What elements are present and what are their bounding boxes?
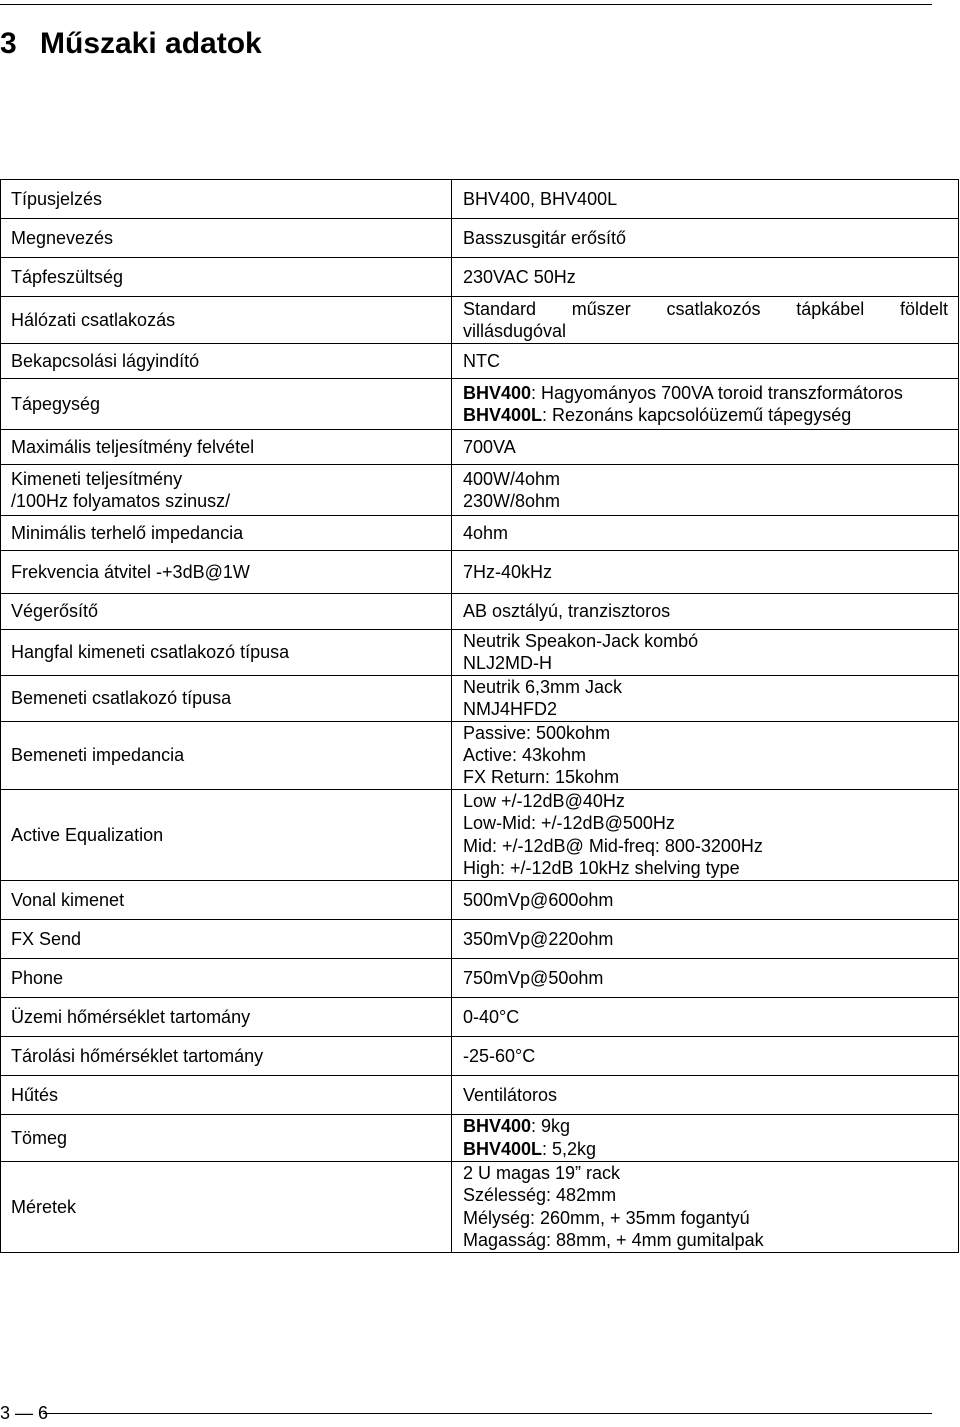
spec-value-text: 700VA [463,436,516,457]
spec-row [1,789,959,880]
spec-value-text: Neutrik Speakon-Jack kombó [463,631,699,651]
spec-label-line: Maximális teljesítmény felvétel [11,436,255,457]
spec-value-text: Mid: +/-12dB@ Mid-freq: 800-3200Hz [463,835,763,856]
section-number: 3 [0,27,17,60]
model-name: BHV400 [463,382,532,403]
spec-value-text: Standard műszer csatlakozós tápkábel földelt [463,298,948,319]
spec-value-line [463,298,948,320]
spec-label [1,1114,452,1161]
spec-row [1,1036,959,1075]
spec-value-line [463,1006,948,1028]
spec-value-text: Magasság: 88mm, + 4mm gumitalpak [463,1230,764,1251]
spec-value-line [463,857,948,879]
spec-value-text: 2 U magas 19” rack [463,1163,621,1184]
spec-value-line [463,188,948,210]
spec-value [452,465,959,516]
spec-value-text: 350mVp@220ohm [463,928,614,949]
spec-value-text: AB osztályú, tranzisztoros [463,601,671,622]
spec-label-line: Bemeneti impedancia [11,745,185,766]
spec-label [1,919,452,958]
spec-label [1,430,452,465]
spec-row [1,919,959,958]
spec-value-line [463,766,948,788]
spec-value [452,919,959,958]
spec-label [1,997,452,1036]
spec-value-text: Low-Mid: +/-12dB@500Hz [463,813,675,834]
spec-value-text: Neutrik 6,3mm Jack [463,676,623,697]
spec-value-text: : Rezonáns kapcsolóüzemű tápegység [542,405,852,425]
spec-label [1,180,452,219]
specs-table [0,179,959,1253]
spec-value-line [463,404,948,426]
spec-value [452,630,959,676]
spec-label [1,630,452,676]
section-title: Műszaki adatok [40,27,262,60]
spec-label-line: Hangfal kimeneti csatlakozó típusa [11,642,290,663]
spec-label [1,258,452,297]
spec-row [1,551,959,594]
spec-value-line [463,1115,948,1137]
spec-label-line: Frekvencia átvitel -+3dB@1W [11,561,250,582]
spec-value-line [463,698,948,720]
spec-label-line: Minimális terhelő impedancia [11,522,244,543]
spec-label-line: Hálózati csatlakozás [11,309,176,330]
spec-label-line: Vonal kimenet [11,889,125,910]
spec-label-line: Tömeg [11,1127,68,1148]
spec-value [452,180,959,219]
spec-value-line [463,350,948,372]
spec-value-line [463,722,948,744]
spec-label [1,789,452,880]
spec-label-line: Kimeneti teljesítmény [11,468,183,489]
spec-value-text: High: +/-12dB 10kHz shelving type [463,858,740,879]
model-name: BHV400L [463,405,543,425]
spec-label [1,219,452,258]
spec-label-line: Végerősítő [11,601,99,622]
spec-value-line [463,790,948,812]
spec-value [452,997,959,1036]
spec-value-text: 4ohm [463,522,509,543]
spec-value [452,1161,959,1252]
spec-value [452,880,959,919]
spec-row [1,997,959,1036]
spec-value [452,1036,959,1075]
spec-label [1,1075,452,1114]
spec-value-line [463,676,948,698]
spec-value [452,258,959,297]
spec-label [1,1036,452,1075]
spec-row [1,721,959,789]
spec-value-line [463,835,948,857]
spec-label-line: Méretek [11,1196,77,1217]
spec-value-line [463,928,948,950]
spec-label-line: /100Hz folyamatos szinusz/ [11,491,231,511]
spec-row [1,180,959,219]
spec-value-line [463,1229,948,1251]
spec-row [1,430,959,465]
spec-value [452,379,959,430]
spec-row [1,630,959,676]
spec-label-line: Üzemi hőmérséklet tartomány [11,1006,251,1027]
spec-value-line [463,468,948,490]
spec-value-line [463,382,948,404]
spec-value-line [463,652,948,674]
spec-value-text: : 5,2kg [542,1138,597,1159]
spec-value [452,297,959,344]
spec-value [452,219,959,258]
spec-value [452,516,959,551]
spec-label-line: Phone [11,967,64,988]
spec-label [1,594,452,630]
spec-value-text: NTC [463,350,500,371]
spec-value-line [463,522,948,544]
spec-value-text: 230VAC 50Hz [463,266,576,287]
spec-label [1,721,452,789]
spec-value-text: 400W/4ohm [463,468,561,489]
spec-value-text: Mélység: 260mm, + 35mm fogantyú [463,1207,750,1228]
spec-label-line: Megnevezés [11,227,114,248]
spec-row [1,344,959,379]
spec-value-text: Active: 43kohm [463,745,587,766]
spec-label [1,958,452,997]
spec-label-line: Bekapcsolási lágyindító [11,350,200,371]
spec-value-text: BHV400, BHV400L [463,188,618,209]
spec-row [1,594,959,630]
spec-value-text: Low +/-12dB@40Hz [463,791,625,812]
spec-value-line [463,967,948,989]
spec-value-line [463,436,948,458]
spec-value-line [463,600,948,622]
spec-label-line: Tápfeszültség [11,266,124,287]
spec-label [1,880,452,919]
spec-value-line [463,561,948,583]
spec-value-line [463,227,948,249]
spec-value [452,344,959,379]
page-title [0,24,262,64]
spec-value-line [463,889,948,911]
spec-value-text: NMJ4HFD2 [463,699,558,720]
spec-label-line: FX Send [11,928,82,949]
spec-row [1,880,959,919]
spec-label-line: Active Equalization [11,824,164,845]
spec-value-text: NLJ2MD-H [463,653,553,674]
spec-value-line [463,1184,948,1206]
spec-value [452,551,959,594]
spec-value-text: : 9kg [531,1116,571,1137]
model-name: BHV400L [463,1138,543,1159]
spec-label [1,675,452,721]
spec-value-text: FX Return: 15kohm [463,767,620,788]
spec-value-line [463,490,948,512]
spec-row [1,1114,959,1161]
bottom-rule [43,1413,932,1414]
spec-value [452,721,959,789]
spec-row [1,297,959,344]
spec-value-line [463,1138,948,1160]
spec-label-line: Hűtés [11,1084,59,1105]
spec-value-line [463,744,948,766]
spec-row [1,675,959,721]
spec-value-text: 0-40°C [463,1006,520,1027]
model-name: BHV400 [463,1116,532,1137]
spec-row [1,258,959,297]
spec-value-line [463,1162,948,1184]
spec-value-line [463,1045,948,1067]
spec-value-text: villásdugóval [463,321,567,341]
spec-label-line: Bemeneti csatlakozó típusa [11,688,232,709]
spec-row [1,1161,959,1252]
spec-value-text: Basszusgitár erősítő [463,227,627,248]
spec-row [1,1075,959,1114]
page-number: 3 — 6 [0,1403,49,1423]
spec-value [452,1114,959,1161]
spec-row [1,379,959,430]
spec-label [1,465,452,516]
spec-label [1,1161,452,1252]
spec-value [452,430,959,465]
spec-value-text: : Hagyományos 700VA toroid transzformátoros [531,382,903,403]
spec-label-line: Tápegység [11,393,101,414]
spec-value-text: -25-60°C [463,1045,536,1066]
spec-label-line: Tárolási hőmérséklet tartomány [11,1045,264,1066]
spec-value-text: 500mVp@600ohm [463,889,614,910]
spec-value [452,958,959,997]
spec-row [1,219,959,258]
spec-label [1,516,452,551]
spec-label [1,344,452,379]
spec-value [452,789,959,880]
spec-value-line [463,320,948,342]
spec-row [1,465,959,516]
spec-value-text: 750mVp@50ohm [463,967,604,988]
top-rule [0,4,932,5]
spec-value-text: Szélesség: 482mm [463,1185,617,1206]
spec-value-line [463,266,948,288]
spec-row [1,516,959,551]
spec-value-text: Passive: 500kohm [463,722,611,743]
spec-value-text: 230W/8ohm [463,491,561,511]
spec-value-text: 7Hz-40kHz [463,561,553,582]
spec-value-line [463,812,948,834]
spec-label [1,297,452,344]
spec-label [1,379,452,430]
spec-value-line [463,1207,948,1229]
spec-value [452,1075,959,1114]
spec-row [1,958,959,997]
spec-value-line [463,1084,948,1106]
spec-label-line: Típusjelzés [11,188,103,209]
spec-value-line [463,630,948,652]
spec-value [452,675,959,721]
spec-value-text: Ventilátoros [463,1084,558,1105]
spec-label [1,551,452,594]
spec-value [452,594,959,630]
